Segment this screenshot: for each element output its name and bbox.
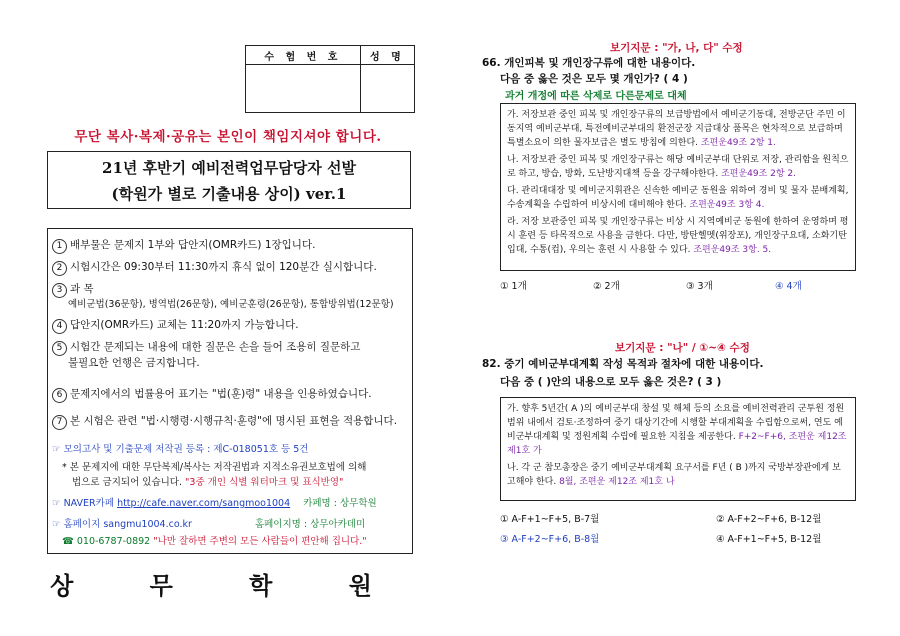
circle-number-icon: 3 (52, 283, 67, 298)
q66-para-ra: 라. 저장 보관중인 피복 및 개인장구류는 비상 시 지역예비군 동원에 한하여 운영하며 평시 훈련 등 타목적으로 사용을 금한다. 다만, 방탄헬멧(위장포), 개인장구요대, 소화기탄입대, 수통(컵), 우의는 훈련 시 사용할 수 있다. 조편운49조 3항. 5. (507, 217, 849, 255)
info-item-6: 6 문제지에서의 법률용어 표기는 "법(훈)령" 내용을 인용하였습니다. (52, 386, 372, 403)
q82-stem-line2: 다음 중 ( )안의 내용으로 모두 옳은 것은? ( 3 ) (500, 376, 722, 388)
q82-option-1[interactable]: ① A-F+1~F+5, B-7월 (500, 514, 600, 525)
pointing-hand-icon: ☞ (52, 498, 61, 509)
name-label: 성 명 (360, 46, 414, 65)
cafe-name: 카페명 : 상무학원 (303, 498, 377, 509)
exam-title-line2: (학원가 별로 기출내용 상이) ver.1 (111, 185, 347, 203)
info-item-1: 1 배부물은 문제지 1부와 답안지(OMR카드) 1장입니다. (52, 237, 315, 254)
exam-info-box (47, 228, 413, 554)
q82-option-3[interactable]: ③ A-F+2~F+6, B-8월 (500, 534, 600, 545)
info-item-4: 4 답안지(OMR카드) 교체는 11:20까지 가능합니다. (52, 317, 299, 334)
q66-stem-line1: 66. 개인피복 및 개인장구류에 대한 내용이다. (482, 57, 696, 69)
circle-number-icon: 2 (52, 261, 67, 276)
q66-para-na: 나. 저장보관 중인 피복 및 개인장구류는 해당 예비군부대 단위로 저장, 관리함을 원칙으로 하고, 방습, 방화, 도난방지대책 등을 강구해야한다. 조편운49조 2항 2. (507, 155, 849, 179)
q66-option-2[interactable]: ② 2개 (593, 281, 620, 292)
circle-number-icon: 1 (52, 239, 67, 254)
naver-cafe-line: ☞ NAVER카페 http://cafe.naver.com/sangmoo1004 카페명 : 상무학원 (52, 498, 377, 509)
circle-number-icon: 4 (52, 319, 67, 334)
circle-number-icon: 5 (52, 341, 67, 356)
exam-title-box (47, 151, 411, 209)
info-item-3: 3 과 목 (52, 281, 94, 298)
homepage-name: 홈페이지명 : 상무아카데미 (254, 519, 366, 530)
pointing-hand-icon: ☞ (52, 519, 61, 530)
slogan: "나만 잘하면 주변의 모든 사람들이 편안해 집니다." (153, 536, 367, 547)
circle-number-icon: 7 (52, 415, 67, 430)
info-item-5: 5 시험간 문제되는 내용에 대한 질문은 손을 들어 조용히 질문하고 (52, 339, 360, 356)
phone-number: 010-6787-0892 (76, 536, 151, 547)
exam-title-line1: 21년 후반기 예비전력업무담당자 선발 (102, 159, 356, 177)
homepage-link[interactable]: sangmu1004.co.kr (103, 519, 192, 530)
academy-brand: 상 무 학 원 (50, 571, 406, 600)
info-item-2: 2 시험시간은 09:30부터 11:30까지 휴식 없이 120분간 실시합니다. (52, 259, 377, 276)
info-item-5-line2: 불필요한 언행은 금지합니다. (68, 357, 200, 369)
circle-number-icon: 6 (52, 388, 67, 403)
q82-para-na: 나. 각 군 참모총장은 중기 예비군부대계획 요구서를 F년 ( B )까지 국방부장관에게 보고해야 한다. 8월, 조편운 제12조 제1호 나 (507, 463, 841, 487)
q66-stem-line2: 다음 중 옳은 것은 모두 몇 개인가? ( 4 ) (500, 73, 688, 85)
q66-choice-box (500, 103, 856, 271)
q82-edit-note: 보기지문 : "나" / ①~④ 수정 (615, 342, 750, 354)
q66-option-4[interactable]: ④ 4개 (775, 281, 802, 292)
q82-choice-box (500, 397, 856, 501)
q66-replace-note: 과거 개정에 따른 삭제로 다른문제로 대체 (505, 91, 687, 102)
watermark-note: "3중 개인 식별 워터마크 및 표식반영" (185, 477, 344, 488)
homepage-line: ☞ 홈페이지 sangmu1004.co.kr 홈페이지명 : 상무아카데미 (52, 519, 366, 530)
copyright-note-2: 법으로 금지되어 있습니다. "3중 개인 식별 워터마크 및 표식반영" (72, 477, 344, 488)
naver-cafe-link[interactable]: http://cafe.naver.com/sangmoo1004 (117, 498, 291, 509)
q66-para-ga: 가. 저장보관 중인 피복 및 개인장구류의 보급방법에서 예비군기동대, 전방군단 주민 이동지역 예비군부대, 특전예비군부대의 환전군장 지급대상 품목은 현차적으로 보급하며 특별소요이 의한 물자보급은 별도 방침에 의한다. 조편운49조 2항 1. (507, 110, 846, 148)
q82-option-4[interactable]: ④ A-F+1~F+5, B-12월 (716, 534, 822, 545)
info-subjects: 예비군법(36문항), 병역법(26문항), 예비군훈령(26문항), 통합방위법(12문항) (68, 299, 394, 310)
info-item-7: 7 본 시험은 관련 "법·시행령·시행규칙·훈령"에 명시된 표현을 적용합니다. (52, 413, 397, 430)
pointing-hand-icon: ☞ (52, 444, 61, 455)
phone-icon: ☎ (62, 536, 74, 547)
copyright-line: ☞ 모의고사 및 기출문제 저작권 등록 : 제C-018051호 등 5건 (52, 444, 309, 455)
copy-warning: 무단 복사·복제·공유는 본인이 책임지셔야 합니다. (74, 129, 382, 145)
q66-option-1[interactable]: ① 1개 (500, 281, 527, 292)
candidate-id-table (245, 45, 415, 113)
phone-line (62, 533, 367, 547)
q66-edit-note: 보기지문 : "가, 나, 다" 수정 (610, 42, 743, 54)
name-field[interactable] (360, 65, 414, 113)
q66-option-3[interactable]: ③ 3개 (686, 281, 713, 292)
q82-para-ga: 가. 향후 5년간( A )의 예비군부대 창설 및 해체 등의 소요를 예비전력관리 군투원 정원 범위 내에서 검토·조정하여 중기 대상기간에 시행할 부대계획을 수립함으로써, 연도 예비군부대계획 및 정원계획 수립에 필요한 지침을 제공한다. F+2~F+6, 조편운 제12조 제1호 가 (507, 404, 847, 456)
exam-number-field[interactable] (246, 65, 361, 113)
q82-stem-line1: 82. 중기 예비군부대계획 작성 목적과 절차에 대한 내용이다. (482, 358, 764, 370)
exam-number-label: 수 험 번 호 (246, 46, 361, 65)
q66-para-da: 다. 관리대대장 및 예비군지휘관은 신속한 예비군 동원을 위하여 경비 및 물자 분배계획, 수송계획을 수립하여 비상시에 대비해야 한다. 조편운49조 3항 4. (507, 186, 849, 210)
copyright-note-1: * 본 문제지에 대한 무단복제/복사는 저작권법과 지적소유권보호법에 의해 (62, 462, 367, 473)
q82-option-2[interactable]: ② A-F+2~F+6, B-12월 (716, 514, 822, 525)
